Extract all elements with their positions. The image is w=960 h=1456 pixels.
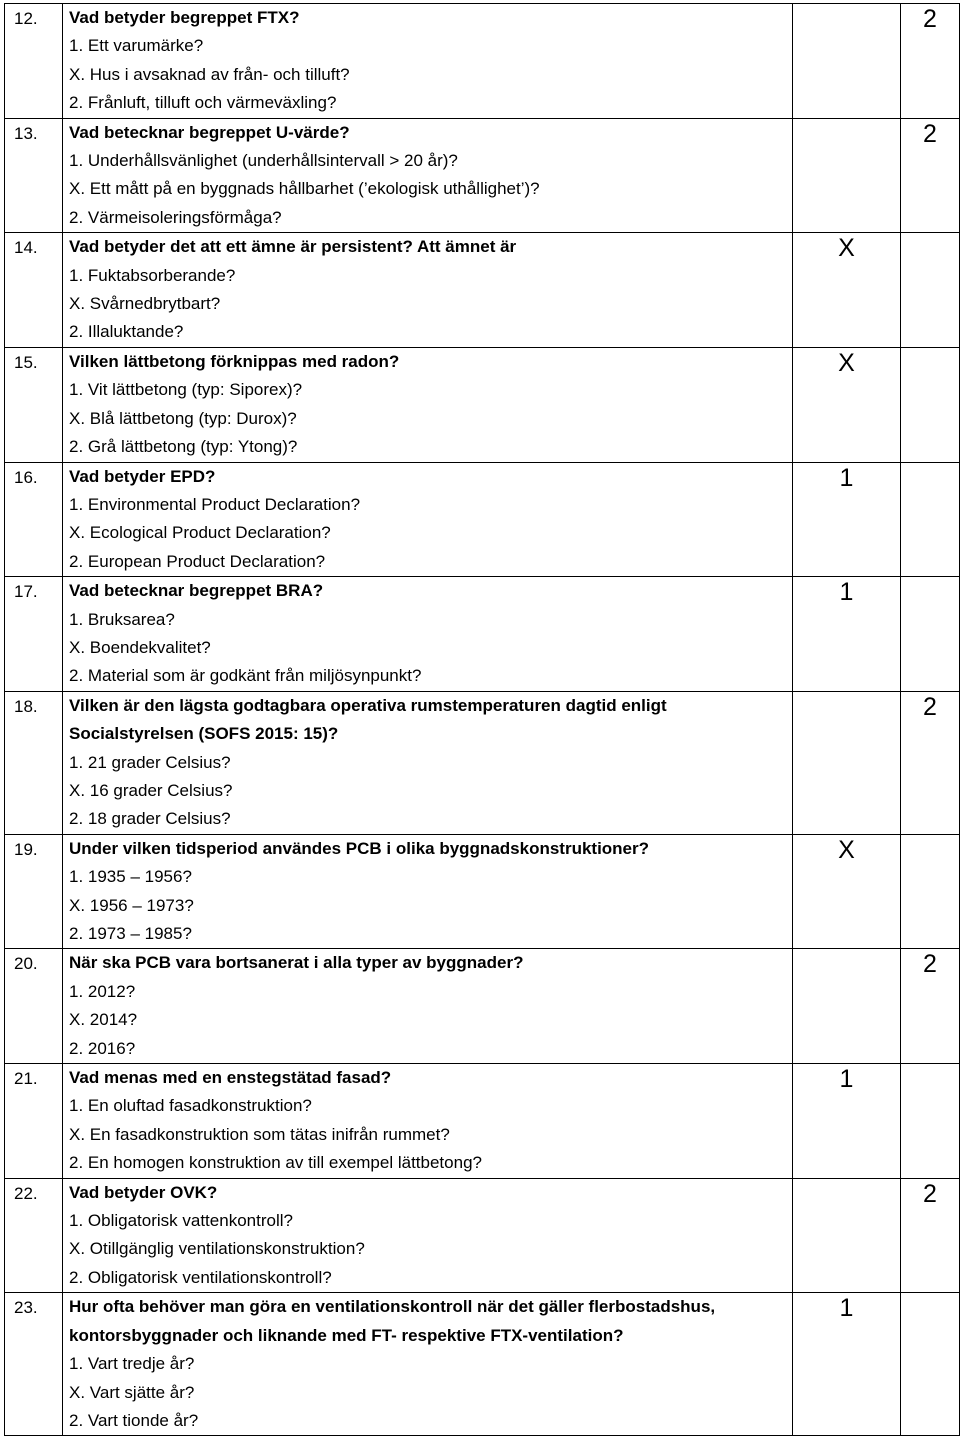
- answer-mark: 2: [923, 1179, 937, 1208]
- question-number-cell: [5, 347, 63, 462]
- question-row: [5, 1178, 960, 1293]
- question-row: [5, 4, 960, 119]
- question-cell: [63, 691, 793, 834]
- option-x: X. Ett mått på en byggnads hållbarhet (’ekologisk uthållighet’)?: [69, 179, 540, 199]
- answer-mark: 2: [923, 950, 937, 979]
- question-row: [5, 462, 960, 577]
- question-row: [5, 1064, 960, 1179]
- question-row: [5, 691, 960, 834]
- question-title: Vad betyder begreppet FTX?: [69, 8, 300, 27]
- option-1: 1. 1935 – 1956?: [69, 867, 192, 887]
- option-1: 1. Obligatorisk vattenkontroll?: [69, 1211, 293, 1231]
- question-title: Vad betecknar begreppet U-värde?: [69, 122, 350, 142]
- question-title: När ska PCB vara bortsanerat i alla typer av byggnader?: [69, 953, 524, 973]
- quiz-table: [4, 3, 960, 1436]
- option-2: 2. En homogen konstruktion av till exempel lättbetong?: [69, 1153, 482, 1173]
- option-1: 1. Vit lättbetong (typ: Siporex)?: [69, 380, 303, 400]
- answer-col-2: [901, 691, 960, 834]
- answer-col-1x: [793, 118, 901, 233]
- question-number: 12.: [14, 9, 38, 28]
- option-x: X. Otillgänglig ventilationskonstruktion?: [69, 1239, 365, 1259]
- question-row: [5, 233, 960, 348]
- option-x: X. 16 grader Celsius?: [69, 780, 233, 800]
- question-number: 14.: [14, 238, 38, 258]
- question-number-cell: [5, 949, 63, 1064]
- option-2: 2. Material som är godkänt från miljösynpunkt?: [69, 666, 422, 686]
- question-title: Vad betecknar begreppet BRA?: [69, 581, 324, 601]
- question-cell: [63, 4, 793, 119]
- answer-col-2: [901, 949, 960, 1064]
- answer-mark: 1: [839, 1065, 854, 1094]
- answer-col-2: [901, 233, 960, 348]
- option-2: 2. Vart tionde år?: [69, 1410, 199, 1430]
- answer-col-2: [901, 577, 960, 692]
- option-x: X. 1956 – 1973?: [69, 895, 194, 915]
- question-title: Vad menas med en enstegstätad fasad?: [69, 1068, 392, 1088]
- question-cell: [63, 1178, 793, 1293]
- answer-col-1x: [793, 834, 901, 949]
- question-title: Vilken lättbetong förknippas med radon?: [69, 351, 400, 371]
- question-number: 23.: [14, 1298, 38, 1318]
- option-x: X. Blå lättbetong (typ: Durox)?: [69, 408, 297, 428]
- answer-mark: 2: [923, 5, 937, 33]
- question-number-cell: [5, 233, 63, 348]
- option-1: 1. 21 grader Celsius?: [69, 752, 231, 772]
- answer-col-2: [901, 1293, 960, 1436]
- quiz-body: [5, 4, 960, 1436]
- option-x: X. Ecological Product Declaration?: [69, 523, 331, 543]
- question-cell: [63, 577, 793, 692]
- option-x: X. Svårnedbrytbart?: [69, 294, 221, 314]
- answer-mark: 1: [839, 578, 854, 607]
- option-2: 2. 1973 – 1985?: [69, 924, 192, 943]
- option-1: 1. Vart tredje år?: [69, 1354, 195, 1374]
- option-2: 2. Illaluktande?: [69, 322, 184, 342]
- answer-col-1x: [793, 577, 901, 692]
- option-x: X. En fasadkonstruktion som tätas inifrån rummet?: [69, 1124, 450, 1144]
- answer-col-1x: [793, 1293, 901, 1436]
- option-2: 2. Obligatorisk ventilationskontroll?: [69, 1267, 332, 1287]
- option-x: X. Boendekvalitet?: [69, 637, 211, 657]
- question-cell: [63, 834, 793, 949]
- answer-col-2: [901, 462, 960, 577]
- answer-mark: X: [838, 835, 855, 864]
- question-cell: [63, 347, 793, 462]
- question-number-cell: [5, 1064, 63, 1179]
- question-row: [5, 949, 960, 1064]
- question-row: [5, 577, 960, 692]
- answer-col-1x: [793, 233, 901, 348]
- question-number: 16.: [14, 467, 38, 487]
- answer-col-1x: [793, 1064, 901, 1179]
- option-1: 1. 2012?: [69, 981, 136, 1001]
- question-row: [5, 834, 960, 949]
- option-x: X. Vart sjätte år?: [69, 1382, 195, 1402]
- question-number-cell: [5, 691, 63, 834]
- question-number-cell: [5, 577, 63, 692]
- question-row: [5, 1293, 960, 1436]
- question-title: Vad betyder det att ett ämne är persistent? Att ämnet är: [69, 237, 517, 257]
- question-cell: [63, 1293, 793, 1436]
- question-title: Vad betyder EPD?: [69, 466, 216, 486]
- answer-mark: X: [838, 348, 855, 377]
- option-2: 2. European Product Declaration?: [69, 551, 326, 571]
- question-cell: [63, 233, 793, 348]
- question-title: Vad betyder OVK?: [69, 1182, 218, 1202]
- question-title: Under vilken tidsperiod användes PCB i olika byggnadskonstruktioner?: [69, 838, 650, 858]
- question-number-cell: [5, 834, 63, 949]
- answer-col-2: [901, 1064, 960, 1179]
- answer-mark: 1: [839, 1294, 854, 1323]
- option-2: 2. Grå lättbetong (typ: Ytong)?: [69, 437, 298, 457]
- question-title: Vilken är den lägsta godtagbara operativa rumstemperaturen dagtid enligt Socialstyrelsen (SOFS 2015: 15)?: [69, 695, 667, 744]
- question-number: 17.: [14, 582, 38, 602]
- answer-mark: 2: [923, 119, 937, 148]
- question-number: 13.: [14, 123, 38, 143]
- option-1: 1. Underhållsvänlighet (underhållsintervall > 20 år)?: [69, 151, 458, 171]
- question-number: 15.: [14, 352, 38, 372]
- option-1: 1. Bruksarea?: [69, 609, 175, 629]
- option-1: 1. Ett varumärke?: [69, 36, 204, 56]
- option-2: 2. Frånluft, tilluft och värmeväxling?: [69, 93, 337, 113]
- option-x: X. 2014?: [69, 1010, 138, 1030]
- option-2: 2. 18 grader Celsius?: [69, 809, 231, 829]
- question-cell: [63, 118, 793, 233]
- question-cell: [63, 462, 793, 577]
- answer-mark: X: [838, 234, 855, 263]
- question-number-cell: [5, 118, 63, 233]
- question-number-cell: [5, 4, 63, 119]
- option-2: 2. Värmeisoleringsförmåga?: [69, 207, 282, 227]
- question-row: [5, 347, 960, 462]
- answer-col-2: [901, 1178, 960, 1293]
- question-number: 21.: [14, 1069, 38, 1089]
- answer-col-2: [901, 4, 960, 119]
- question-row: [5, 118, 960, 233]
- question-cell: [63, 949, 793, 1064]
- answer-col-1x: [793, 1178, 901, 1293]
- question-number: 22.: [14, 1183, 38, 1203]
- answer-col-2: [901, 118, 960, 233]
- option-x: X. Hus i avsaknad av från- och tilluft?: [69, 64, 350, 84]
- answer-col-2: [901, 347, 960, 462]
- question-number-cell: [5, 1178, 63, 1293]
- answer-col-2: [901, 834, 960, 949]
- answer-mark: 2: [923, 692, 937, 721]
- answer-mark: 1: [839, 463, 854, 492]
- question-number-cell: [5, 462, 63, 577]
- answer-col-1x: [793, 691, 901, 834]
- question-number-cell: [5, 1293, 63, 1436]
- option-2: 2. 2016?: [69, 1038, 136, 1058]
- question-number: 20.: [14, 954, 38, 974]
- answer-col-1x: [793, 462, 901, 577]
- option-1: 1. Environmental Product Declaration?: [69, 494, 361, 514]
- answer-col-1x: [793, 949, 901, 1064]
- answer-col-1x: [793, 347, 901, 462]
- option-1: 1. En oluftad fasadkonstruktion?: [69, 1096, 312, 1116]
- option-1: 1. Fuktabsorberande?: [69, 265, 236, 285]
- question-title: Hur ofta behöver man göra en ventilationskontroll när det gäller flerbostadshus, kontorsbyggnader och liknande med FT- respektive FTX-ventilation?: [69, 1297, 716, 1345]
- question-cell: [63, 1064, 793, 1179]
- question-number: 18.: [14, 696, 38, 716]
- question-number: 19.: [14, 839, 38, 859]
- answer-col-1x: [793, 4, 901, 119]
